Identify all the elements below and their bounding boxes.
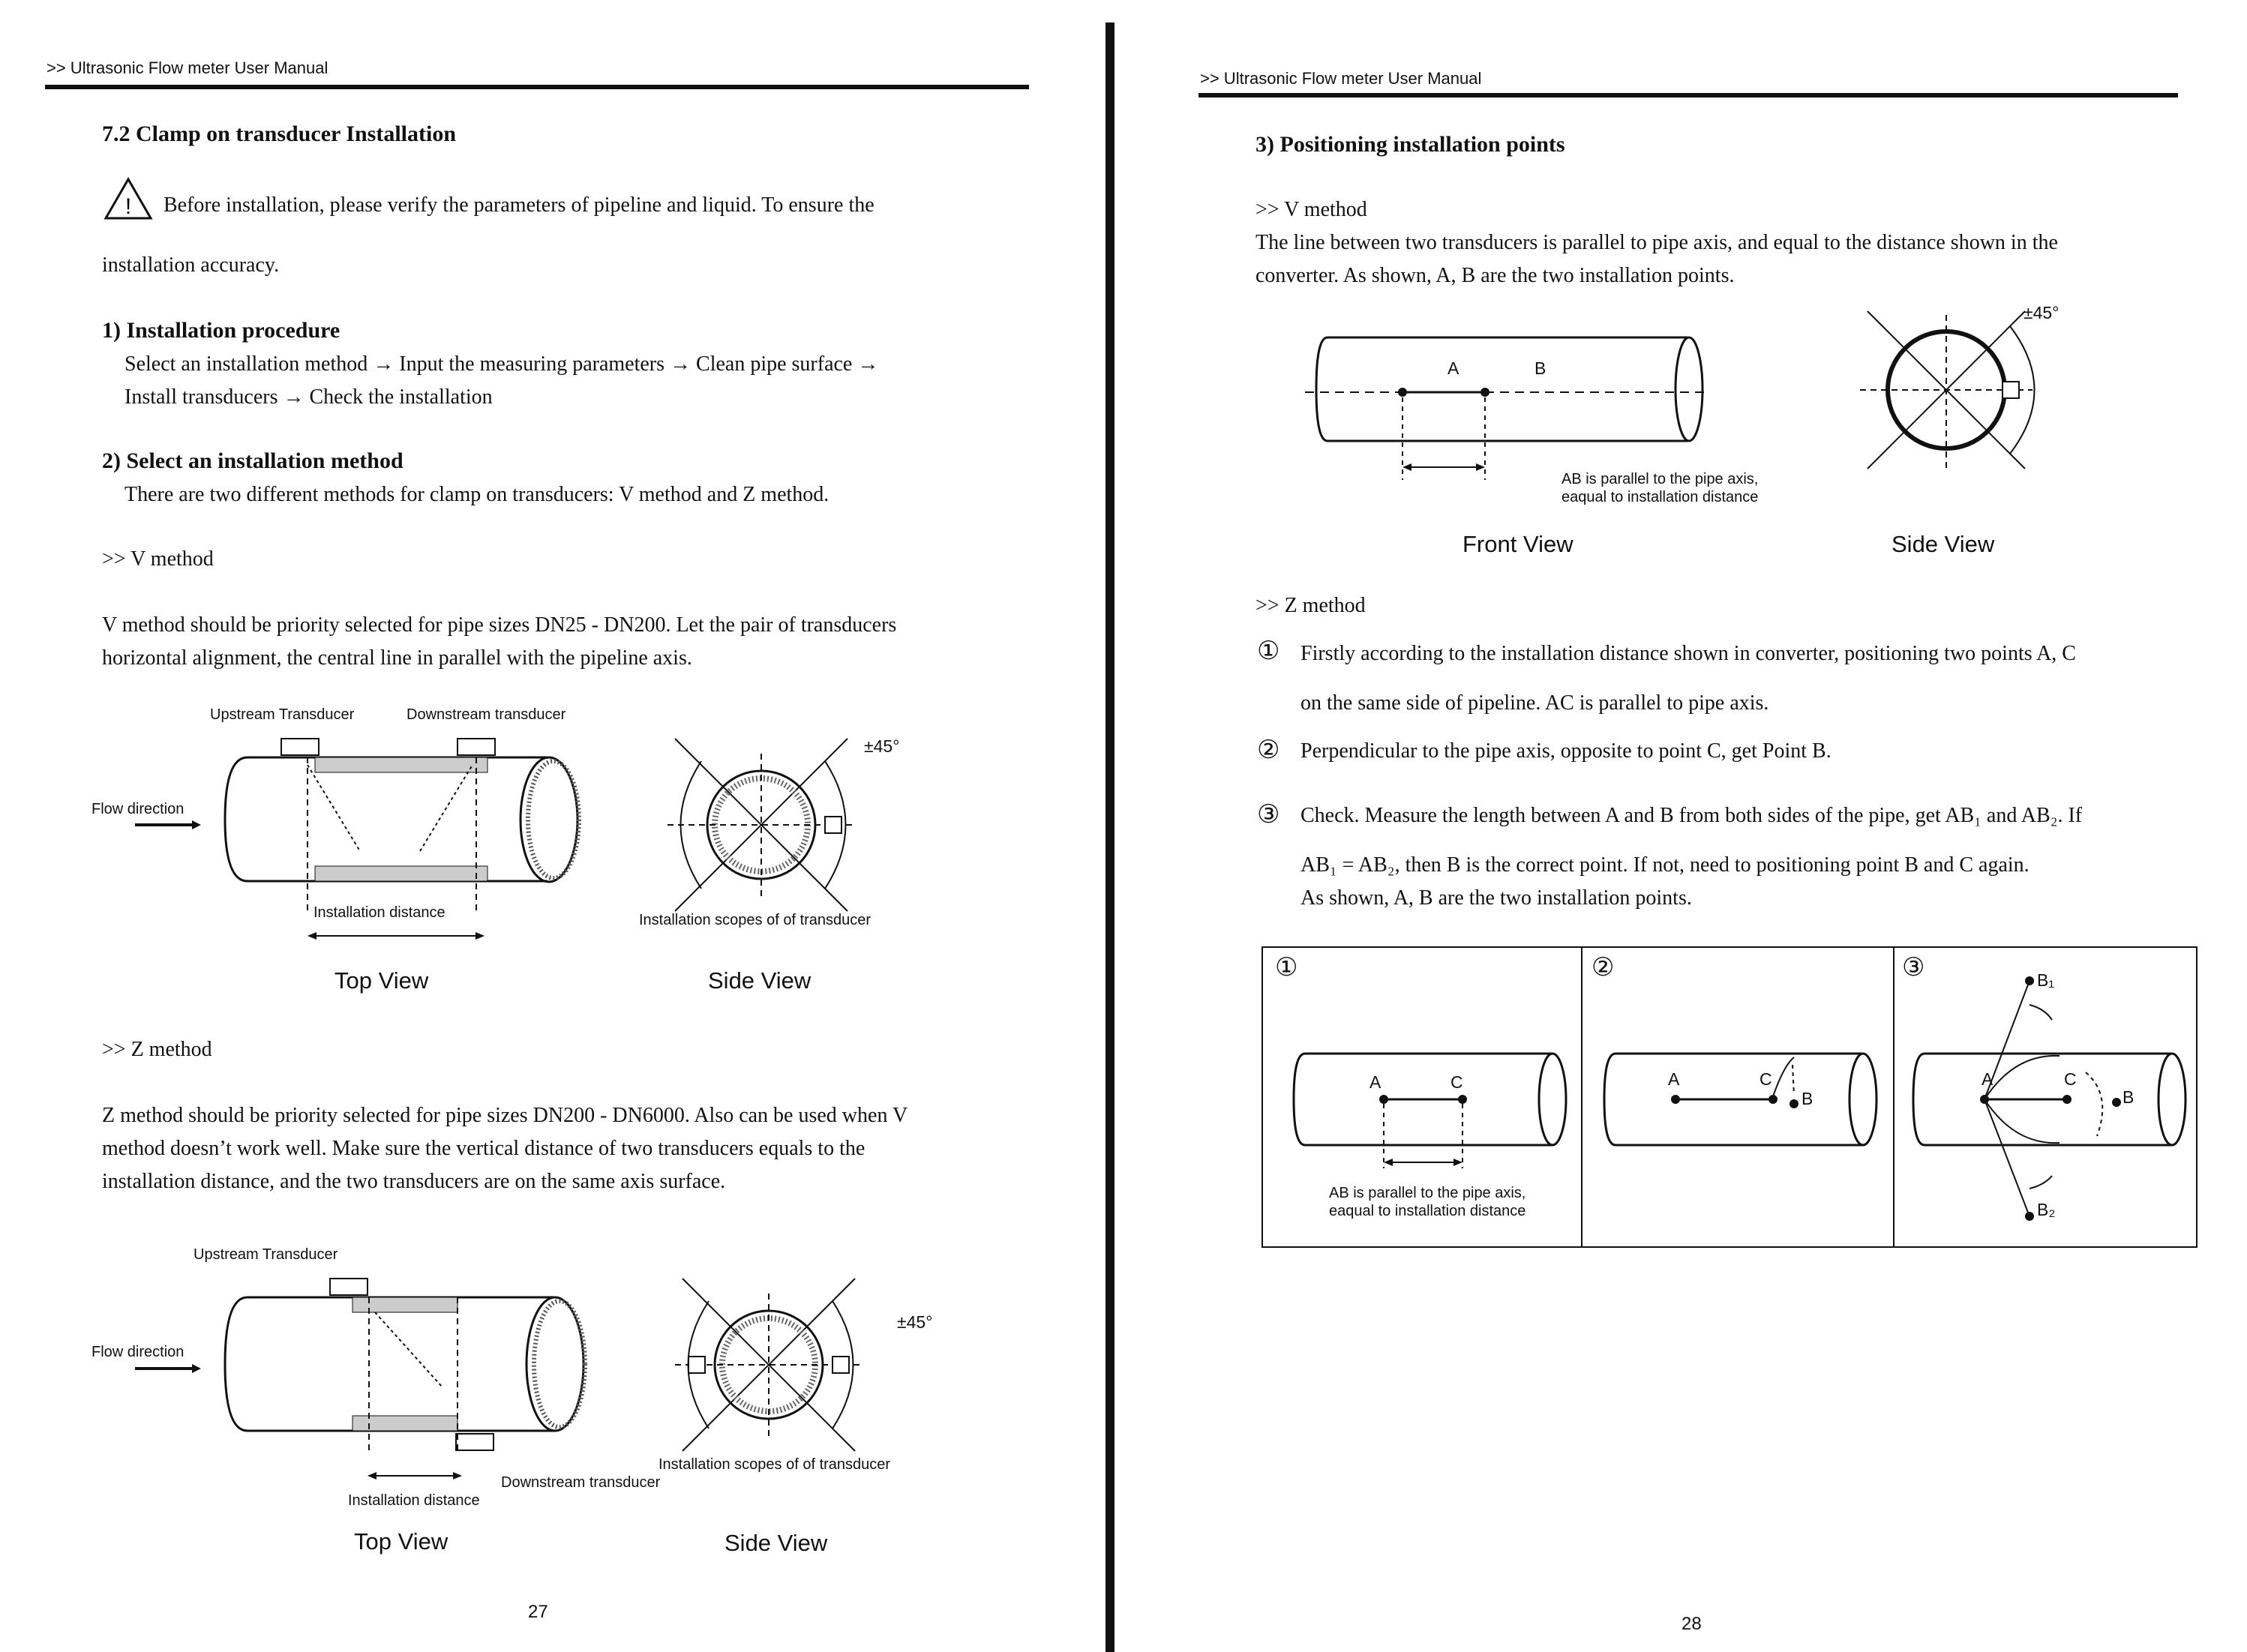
point-a-label: A [1448, 358, 1460, 378]
v-angle-label: ±45° [864, 736, 900, 756]
procedure-line-1: Select an installation method → Input the measuring parameters → Clean pipe surface → [124, 352, 879, 376]
z-downstream-label: Downstream transducer [501, 1474, 661, 1491]
panel-1-a: A [1370, 1072, 1382, 1092]
select-method-text: There are two different methods for clamp on transducers: V method and Z method. [124, 483, 830, 506]
z-scope-label: Installation scopes of of transducer [658, 1456, 891, 1473]
panel-3-c: C [2064, 1069, 2077, 1089]
panel-divider-2 [1893, 946, 1894, 1246]
v-upstream-label: Upstream Transducer [210, 706, 355, 723]
right-page [1118, 0, 2247, 1652]
z-method-label: >> Z method [1256, 594, 1366, 617]
v-method-line-1: V method should be priority selected for pipe sizes DN25 - DN200. Let the pair of transducers [102, 613, 897, 637]
warning-line-1: Before installation, please verify the parameters of pipeline and liquid. To ensure the [164, 193, 874, 217]
warning-triangle-icon [104, 177, 153, 220]
step-3-line-2: AB₁ = AB₂, then B is the correct point. If not, need to positioning point B and C again. [1300, 853, 2030, 877]
panel-1-note-2: eaqual to installation distance [1329, 1203, 1526, 1219]
running-header: >> Ultrasonic Flow meter User Manual [46, 58, 328, 77]
v-flow-label: Flow direction [92, 801, 184, 817]
z-method-line-1: Z method should be priority selected for pipe sizes DN200 - DN6000. Also can be used when V [102, 1104, 908, 1127]
v-side-view-diagram [668, 739, 862, 919]
v-top-view-caption: Top View [334, 967, 429, 994]
section-title: 7.2 Clamp on transducer Installation [102, 121, 457, 146]
warning-line-2: installation accuracy. [102, 253, 280, 277]
panel-divider-1 [1581, 946, 1582, 1246]
panel-1-marker: ① [1275, 954, 1298, 982]
panel-3-b: B [2122, 1087, 2134, 1107]
z-method-label: >> Z method [102, 1038, 212, 1061]
panel-3-b1: B₁ [2037, 970, 2055, 990]
panel-2-marker: ② [1592, 954, 1615, 982]
z-side-view-diagram [675, 1279, 870, 1459]
page-number: 27 [528, 1602, 548, 1622]
svg-text:!: ! [124, 194, 132, 219]
step-3-line-1: Check. Measure the length between A and B from both sides of the pipe, get AB₁ and AB₂. If [1300, 804, 2083, 827]
z-distance-label: Installation distance [348, 1492, 480, 1509]
panel-1-note-1: AB is parallel to the pipe axis, [1329, 1185, 1526, 1201]
z-top-view-caption: Top View [354, 1528, 448, 1555]
panel-3-marker: ③ [1902, 954, 1925, 982]
panel-2-c: C [1760, 1069, 1772, 1089]
header-rule [45, 85, 1029, 89]
v-distance-label: Installation distance [314, 904, 446, 921]
z-distance-arrow [368, 1468, 465, 1483]
front-view-diagram [1305, 330, 1725, 487]
point-b-label: B [1534, 358, 1546, 378]
panel-3-a: A [1982, 1069, 1994, 1089]
book-spine [1106, 22, 1114, 1652]
z-side-view-caption: Side View [724, 1530, 828, 1556]
z-top-view-diagram [90, 1275, 570, 1455]
v-downstream-label: Downstream transducer [406, 706, 566, 723]
z-upstream-label: Upstream Transducer [194, 1246, 338, 1263]
step-2-text: Perpendicular to the pipe axis, opposite to point C, get Point B. [1300, 739, 1832, 763]
v-side-view-caption: Side View [708, 967, 812, 994]
z-method-line-2: method doesn’t work well. Make sure the vertical distance of two transducers equals to the [102, 1137, 866, 1160]
step-2-marker: ② [1257, 736, 1280, 764]
step-1-marker: ① [1257, 637, 1280, 665]
front-view-caption: Front View [1462, 531, 1574, 557]
v-method-label: >> V method [1256, 198, 1367, 221]
left-page [0, 0, 1102, 1652]
panel-2-a: A [1668, 1069, 1680, 1089]
z-flow-label: Flow direction [92, 1344, 184, 1360]
front-note-2: eaqual to installation distance [1562, 489, 1759, 505]
header-rule [1198, 93, 2178, 97]
procedure-line-2: Install transducers → Check the installation [124, 385, 493, 409]
panel-3-diagram [1910, 975, 2194, 1222]
side-angle-label: ±45° [2024, 303, 2060, 322]
v-method-line-2: horizontal alignment, the central line in parallel with the pipeline axis. [102, 646, 692, 670]
z-angle-label: ±45° [897, 1312, 933, 1332]
step-3-line-3: As shown, A, B are the two installation points. [1300, 886, 1692, 910]
v-top-view-diagram [90, 731, 555, 911]
step-1-line-1: Firstly according to the installation distance shown in converter, positioning two points A, C [1300, 642, 2076, 665]
step-3-marker: ③ [1257, 801, 1280, 829]
v-method-line-2: converter. As shown, A, B are the two installation points. [1256, 264, 1735, 287]
side-view-diagram [1860, 307, 2040, 480]
panel-2-diagram [1600, 1050, 1886, 1155]
z-method-line-3: installation distance, and the two transducers are on the same axis surface. [102, 1170, 726, 1193]
v-method-label: >> V method [102, 547, 214, 571]
v-method-line-1: The line between two transducers is parallel to pipe axis, and equal to the distance shown in the [1256, 231, 2058, 254]
step-1-line-2: on the same side of pipeline. AC is parallel to pipe axis. [1300, 691, 1769, 715]
procedure-heading: 1) Installation procedure [102, 318, 340, 343]
v-scope-label: Installation scopes of of transducer [639, 912, 872, 928]
side-view-caption: Side View [1892, 531, 1995, 557]
section-title: 3) Positioning installation points [1256, 132, 1565, 157]
panel-3-b2: B₂ [2037, 1200, 2056, 1219]
panel-2-b: B [1802, 1089, 1814, 1108]
panel-1-c: C [1450, 1072, 1463, 1092]
panel-1-diagram [1290, 1050, 1575, 1177]
front-note-1: AB is parallel to the pipe axis, [1562, 471, 1759, 487]
running-header: >> Ultrasonic Flow meter User Manual [1200, 69, 1482, 88]
select-method-heading: 2) Select an installation method [102, 448, 404, 473]
v-distance-arrow [308, 928, 488, 943]
page-number: 28 [1682, 1614, 1702, 1634]
